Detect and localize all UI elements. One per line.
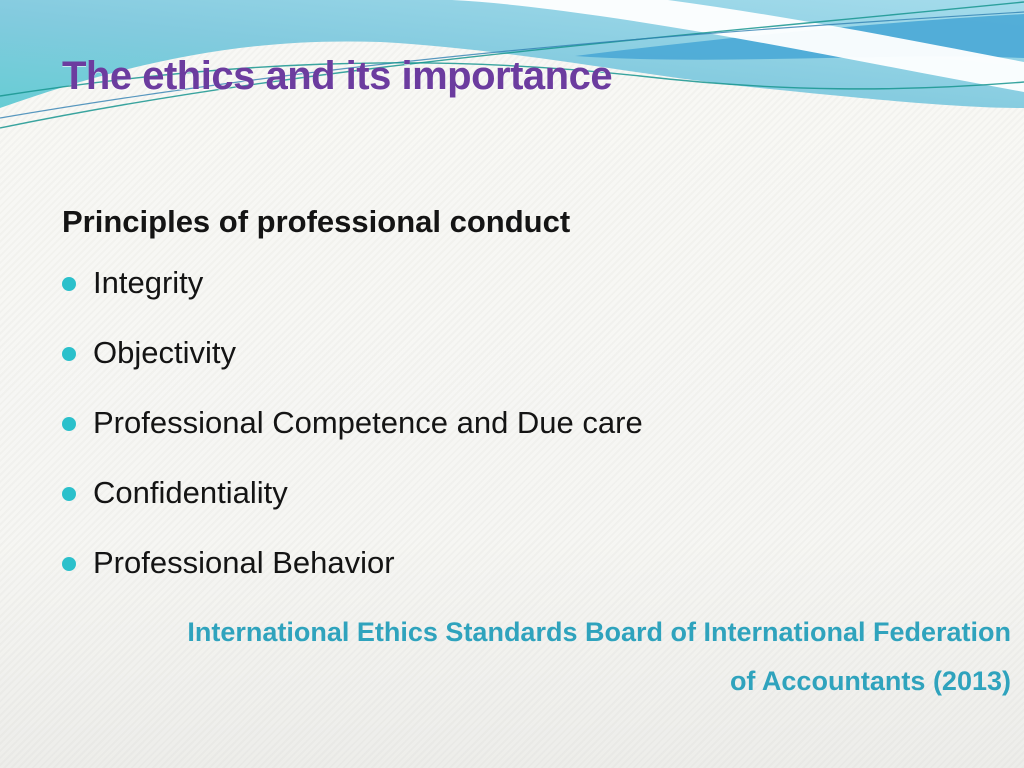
bullet-text: Confidentiality: [93, 474, 288, 510]
list-item: [62, 404, 643, 441]
list-item: [62, 544, 643, 581]
bullet-text: Professional Competence and Due care: [93, 404, 643, 440]
bullet-text: Professional Behavior: [93, 544, 395, 580]
list-item: [62, 474, 643, 511]
attribution: [80, 608, 1011, 706]
bullet-dot-icon: [62, 417, 76, 431]
bullet-dot-icon: [62, 277, 76, 291]
bullet-dot-icon: [62, 347, 76, 361]
bullet-text: Integrity: [93, 264, 204, 300]
list-item: [62, 334, 643, 371]
list-item: [62, 264, 643, 301]
slide-title: The ethics and its importance: [62, 54, 613, 98]
bullet-dot-icon: [62, 487, 76, 501]
bullet-dot-icon: [62, 557, 76, 571]
attribution-line-1: International Ethics Standards Board of International Federation: [187, 617, 1011, 647]
subtitle-heading: Principles of professional conduct: [62, 204, 571, 239]
attribution-line-2: of Accountants (2013): [729, 666, 1011, 696]
bullet-list: [62, 264, 643, 581]
bullet-text: Objectivity: [93, 334, 236, 370]
